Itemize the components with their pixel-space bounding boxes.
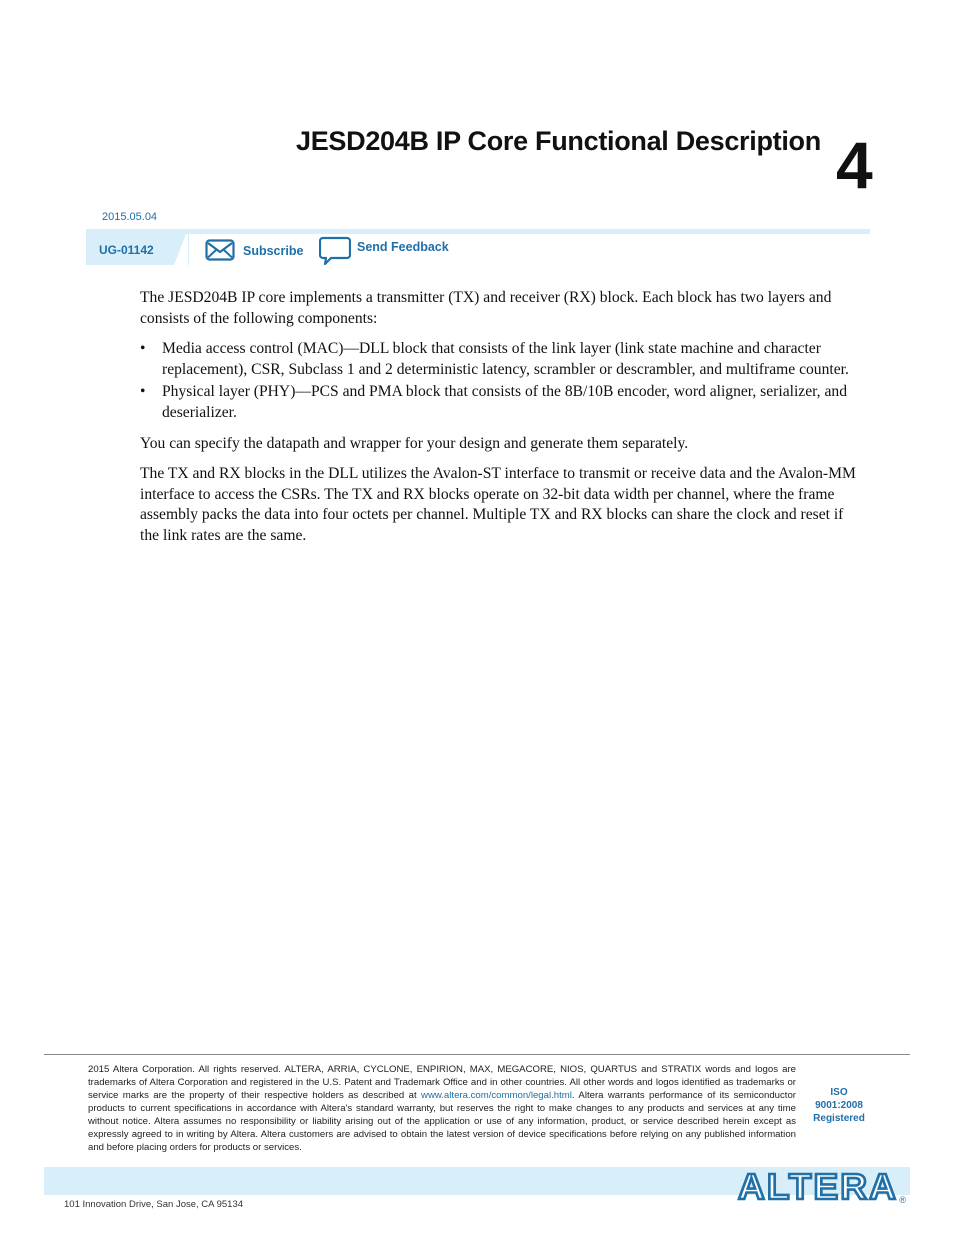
- component-list: [140, 339, 864, 423]
- registered-mark: ®: [899, 1195, 906, 1205]
- altera-logo-text: ALTERA: [738, 1166, 898, 1205]
- document-date: 2015.05.04: [102, 211, 158, 223]
- document-banner: [86, 229, 870, 265]
- company-address: 101 Innovation Drive, San Jose, CA 95134: [64, 1199, 244, 1210]
- list-item-text: Media access control (MAC)—DLL block that consists of the link layer (link state machine and character replacement), CSR, Subclass 1 and 2 deterministic latency, scrambler or descrambler, and multiframe counter.: [162, 340, 849, 378]
- list-item: [140, 382, 864, 423]
- chapter-number: 4: [836, 128, 873, 202]
- legal-text-end: . Altera warrants performance of its semiconductor products to current specifications in accordance with Altera's standard warranty, but reserves the right to make changes to any products and services at any time without notice. Altera assumes no responsibility or liability arising out of the application or use of any information, product, or service described herein except as expressly agreed to in writing by Altera. Altera customers are advised to obtain the latest version of device specifications before relying on any published information and before placing orders for products or services.: [88, 1090, 796, 1153]
- send-feedback-link[interactable]: Send Feedback: [357, 240, 449, 254]
- altera-logo: [736, 1165, 908, 1205]
- banner-bar: [86, 229, 870, 234]
- bullet-icon: •: [140, 340, 146, 358]
- list-item: [140, 339, 864, 380]
- bullet-icon: •: [140, 383, 146, 401]
- iso-standard: 9001:2008: [815, 1100, 863, 1111]
- iso-certification[interactable]: [804, 1086, 874, 1125]
- datapath-paragraph: You can specify the datapath and wrapper for your design and generate them separately.: [140, 434, 689, 452]
- chapter-title: JESD204B IP Core Functional Description: [296, 126, 821, 156]
- iso-line: ISO: [830, 1087, 848, 1098]
- legal-link[interactable]: www.altera.com/common/legal.html: [421, 1090, 572, 1101]
- footer-rule: [44, 1054, 910, 1055]
- envelope-icon[interactable]: [205, 239, 235, 261]
- interface-paragraph: The TX and RX blocks in the DLL utilizes the Avalon-ST interface to transmit or receive data and the Avalon-MM interface to access the CSRs. The TX and RX blocks operate on 32-bit data width per channel, where the frame assembly packs the data into four octets per channel. Multiple TX and RX blocks can share the clock and reset if the link rates are the same.: [140, 465, 856, 544]
- banner-divider: [188, 234, 189, 265]
- speech-bubble-icon[interactable]: [319, 236, 351, 266]
- intro-paragraph: The JESD204B IP core implements a transmitter (TX) and receiver (RX) block. Each block has two layers and consists of the following components:: [140, 289, 832, 327]
- list-item-text: Physical layer (PHY)—PCS and PMA block that consists of the 8B/10B encoder, word aligner, serializer, and deserializer.: [162, 383, 847, 421]
- subscribe-link[interactable]: Subscribe: [243, 244, 304, 258]
- iso-registered: Registered: [813, 1113, 865, 1124]
- doc-id: UG-01142: [99, 243, 154, 257]
- legal-notice: [88, 1063, 796, 1154]
- legal-text-start: 2015 Altera Corporation. All rights reserved. ALTERA, ARRIA, CYCLONE, ENPIRION, MAX, MEGACORE, NIOS, QUARTUS and STRATIX words and logos are trademarks of Altera Corporation and registered in the U.S. Patent and Trademark Office and in other countries. All other words and logos identified as trademarks or service marks are the property of their respective holders as described at: [88, 1064, 796, 1101]
- body-content: [140, 288, 864, 557]
